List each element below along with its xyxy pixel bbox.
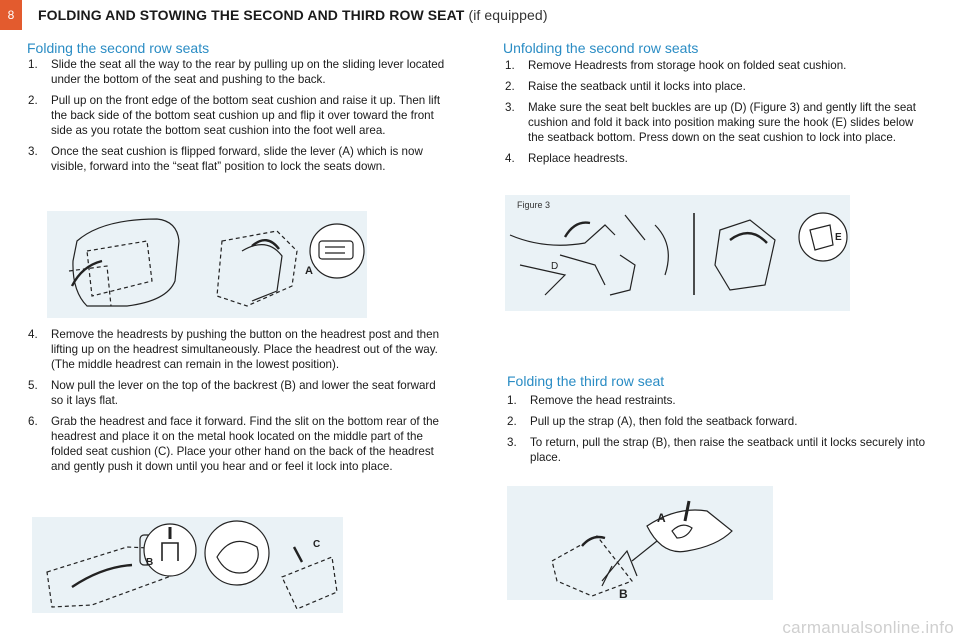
list-item: 1. Remove the head restraints. xyxy=(507,394,676,407)
figure-backrest-headrest xyxy=(32,517,343,613)
list-item: 4. Remove the headrests by pushing the button on the headrest post and then lifting up on the headrest simultaneously. Place the headrest out of the way. (The middle headrest can remain in the lowest position). xyxy=(28,328,440,371)
figure-label-a: A xyxy=(305,265,313,277)
header-subtitle: (if equipped) xyxy=(468,7,548,23)
list-item: 1. Remove Headrests from storage hook on folded seat cushion. xyxy=(505,59,847,72)
third-row-strap-illustration xyxy=(507,486,773,600)
figure-label-c: C xyxy=(313,539,321,550)
list-item: 4. Replace headrests. xyxy=(505,152,628,165)
steps-fold-third-row xyxy=(507,393,927,471)
section-title-fold-third-row: Folding the third row seat xyxy=(507,373,665,389)
section-title-unfold-second-row: Unfolding the second row seats xyxy=(503,40,699,56)
list-item: 3. Make sure the seat belt buckles are up (D) (Figure 3) and gently lift the seat cushion and fold it back into position making sure the hook (E) slides below the seatback bottom. Press down on the seat cushion to lock into place. xyxy=(505,101,916,144)
figure-third-row-strap xyxy=(507,486,773,600)
list-item: 2. Pull up on the front edge of the bottom seat cushion and raise it up. Then lift the back side of the bottom seat cushion up and flip it over toward the front side as you rotate the bottom seat cushion into the foot well area. xyxy=(28,94,441,137)
seat-belt-hook-illustration xyxy=(505,195,850,311)
list-item: 3. To return, pull the strap (B), then raise the seatback until it locks securely into place. xyxy=(507,436,926,464)
header-title: FOLDING AND STOWING THE SECOND AND THIRD ROW SEAT xyxy=(38,7,465,23)
backrest-headrest-illustration xyxy=(32,517,343,613)
figure-label-d: D xyxy=(551,261,559,272)
steps-unfold-second-row xyxy=(505,58,925,172)
figure-label-a: A xyxy=(657,511,666,525)
figure-3-seat-belt-hook xyxy=(505,195,850,311)
list-item: 1. Slide the seat all the way to the rear by pulling up on the sliding lever located under the bottom of the seat and pushing to the back. xyxy=(28,58,445,86)
steps-fold-second-row-1 xyxy=(28,57,448,180)
section-title-fold-second-row: Folding the second row seats xyxy=(27,40,210,56)
figure-caption: Figure 3 xyxy=(517,200,551,210)
page-number-badge: 8 xyxy=(0,0,22,30)
page-header xyxy=(38,7,548,23)
list-item: 5. Now pull the lever on the top of the backrest (B) and lower the seat forward so it lays flat. xyxy=(28,379,436,407)
watermark: carmanualsonline.info xyxy=(782,618,954,637)
steps-fold-second-row-2 xyxy=(28,327,448,480)
seat-lever-illustration xyxy=(47,211,367,318)
figure-label-e: E xyxy=(835,232,842,243)
list-item: 6. Grab the headrest and face it forward. Find the slit on the bottom rear of the headrest and place it on the metal hook located on the middle part of the folded seat cushion (C). Place your other hand on the back of the headrest and gently push it down until you hear and or feel it lock into place. xyxy=(28,415,439,473)
figure-seat-lever xyxy=(47,211,367,318)
list-item: 3. Once the seat cushion is flipped forward, slide the lever (A) which is now visible, forward into the “seat flat” position to lock the seats down. xyxy=(28,145,423,173)
list-item: 2. Pull up the strap (A), then fold the seatback forward. xyxy=(507,415,798,428)
list-item: 2. Raise the seatback until it locks into place. xyxy=(505,80,746,93)
figure-label-b: B xyxy=(619,587,628,600)
figure-label-b: B xyxy=(146,557,154,568)
